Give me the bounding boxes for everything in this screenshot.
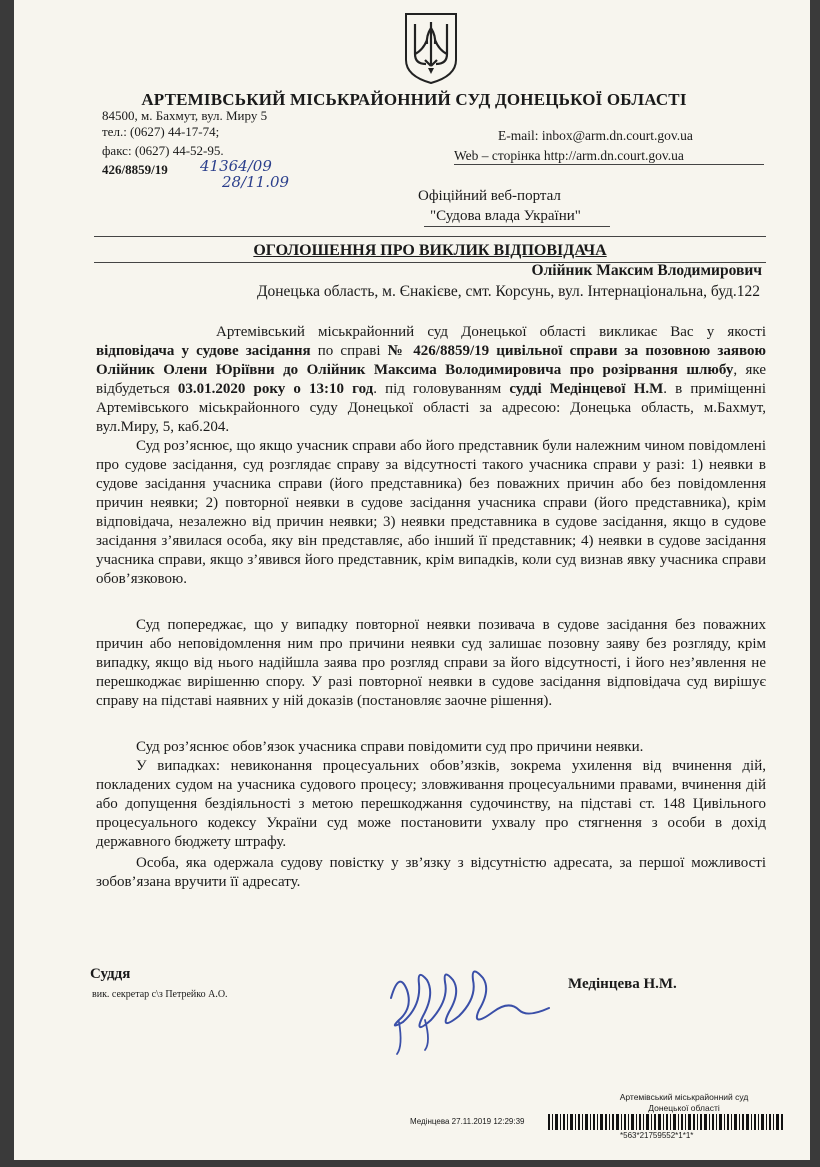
announcement-title: ОГОЛОШЕННЯ ПРО ВИКЛИК ВІДПОВІДАЧА [253, 242, 607, 259]
court-fax: факс: (0627) 44-52-95. [102, 143, 224, 158]
p1-text-i: . в приміщенні Артемівського міськрайонного суду Донецької області за адресою: Донецька область, м.Бахмут, вул.Миру, 5, каб.204. [96, 381, 767, 435]
secretary-name: вик. секретар с\з Петрейко А.О. [92, 989, 228, 1000]
p4-text: Суд роз’яснює обов’язок учасника справи повідомити суд про причини неявки. [136, 739, 644, 755]
handwritten-signature-icon [369, 950, 559, 1060]
stamp-court-line-1: Артемівський міськрайонний суд [619, 1092, 749, 1102]
paragraph-penalties [96, 757, 766, 852]
p1-datetime: 03.01.2020 року о 13:10 год [177, 381, 374, 397]
p5-text: У випадках: невиконання процесуальних обов’язків, зокрема ухилення від вчинення дій, покладених судом на учасника судового процесу; зловживання процесуальними правами, вчинення дій або допущення бездіяльності з метою перешкоджання судочинству, на підставі ст. 148 Цивільного процесуального кодексу України суд може постановити ухвалу про стягнення з особи в дохід державного бюджету штрафу. [96, 758, 766, 850]
p1-judge: судді Медінцевої Н.М [509, 381, 664, 397]
paragraph-summons [96, 323, 766, 437]
paragraph-absence-rules [96, 437, 766, 589]
court-email: E-mail: inbox@arm.dn.court.gov.ua [498, 128, 693, 143]
judge-label: Суддя [90, 966, 131, 982]
p6-text: Особа, яка одержала судову повістку у зв’язку з відсутністю адресата, за першої можливості зобов’язана вручити її адресату. [96, 855, 766, 890]
p2-text: Суд роз’яснює, що якщо учасник справи або його представник були належним чином повідомлені про судове засідання, суд розглядає справу за відсутності такого учасника справи у разі: 1) неявки в судове засідання учасника справи (його представника) без поважних причин або без повідомлення причин неявки; 2) повторної неявки в судове засідання учасника справи (його представника), крім відповідача, незалежно від причин неявки; 3) неявки представника в судове засідання, якщо в судове засідання з’явилася особа, яку він представляє, або інший її представник; 4) неявки в судове засідання учасника справи, якщо з’явився його представник, крім випадків, коли суд визнав явку учасника справи обов’язковою. [96, 438, 766, 587]
portal-line-2: "Судова влада України" [430, 208, 581, 224]
court-web: Web – сторінка http://arm.dn.court.gov.ua [454, 148, 684, 163]
paragraph-warning [96, 616, 766, 711]
barcode-icon [548, 1114, 784, 1130]
header-divider [454, 164, 764, 165]
handwritten-ref-number: 41364/09 [200, 157, 272, 175]
portal-underline [424, 226, 610, 227]
p1-case: № 426/8859/19 цивільної справи за позовною заявою Олійник Олени Юріївни до Олійник Максима Володимировича про розірвання шлюбу [96, 343, 766, 378]
trident-emblem-icon [402, 10, 460, 86]
p1-text-c: по справі [310, 343, 388, 359]
p1-text-e: , яке відбудеться [96, 362, 766, 397]
court-stamp [594, 1092, 774, 1114]
court-address: 84500, м. Бахмут, вул. Миру 5 [102, 108, 268, 123]
paragraph-notify-duty [96, 738, 766, 757]
stamp-court-line-2: Донецької області [648, 1103, 720, 1113]
portal-line-1: Офіційний веб-портал [418, 188, 561, 204]
p1-text-g: . під головуванням [373, 381, 510, 397]
title-rule-top [94, 236, 766, 237]
respondent-name: Олійник Максим Влодимирович [531, 262, 762, 279]
p1-text-a: Артемівський міськрайонний суд Донецької області викликає Вас у якості [216, 324, 766, 340]
barcode-number: *563*21759552*1*1* [620, 1131, 694, 1140]
handwritten-reference [200, 158, 289, 190]
respondent-address: Донецька область, м. Єнакієве, смт. Корсунь, вул. Інтернаціональна, буд.122 [256, 283, 760, 300]
p1-role: відповідача у судове засідання [96, 343, 311, 359]
court-phone: тел.: (0627) 44-17-74; [102, 124, 220, 139]
paragraph-delivery [96, 854, 766, 892]
judge-name: Медінцева Н.М. [568, 976, 677, 992]
handwritten-ref-date: 28/11.09 [222, 173, 290, 191]
stamp-user-date: Медінцева 27.11.2019 12:29:39 [410, 1117, 525, 1126]
document-page [14, 0, 810, 1160]
court-name: АРТЕМІВСЬКИЙ МІСЬКРАЙОННИЙ СУД ДОНЕЦЬКОЇ ОБЛАСТІ [141, 90, 687, 109]
p3-text: Суд попереджає, що у випадку повторної неявки позивача в судове засідання без поважних причин або неповідомлення ним про причини неявки суд залишає позовну заяву без розгляду, крім випадку, якщо від нього надійшла заява про розгляд справи за його відсутності, і його нез’явлення не перешкоджає вирішенню спору. У разі повторної неявки в судове засідання відповідача суд вирішує справу на підставі наявних у ній доказів (постановляє заочне рішення). [96, 617, 766, 709]
case-reference: 426/8859/19 [102, 162, 168, 177]
